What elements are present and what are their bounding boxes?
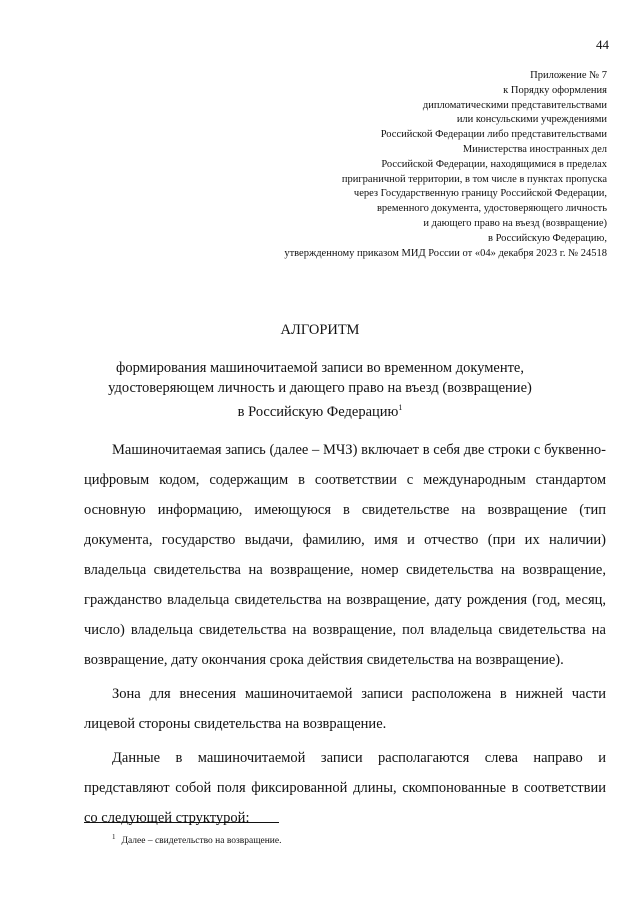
- subtitle-line-last: [60, 398, 580, 422]
- appendix-line: Министерства иностранных дел: [462, 143, 607, 155]
- appendix-line: или консульскими учреждениями: [456, 114, 607, 126]
- paragraph: Машиночитаемая запись (далее – МЧЗ) включает в себя две строки с буквенно-цифровым кодом, содержащим в соответствии с международным стандартом основную информацию, имеющуюся в свидетельстве на возвращение (тип документа, государство выдачи, фамилию, имя и отчество (при их наличии) владельца свидетельства на возвращение, номер свидетельства на возвращение, гражданство владельца свидетельства на возвращение, дату рождения (год, месяц, число) владельца свидетельства на возвращение, пол владельца свидетельства на возвращение, дату окончания срока действия свидетельства на возвращение).: [84, 442, 606, 668]
- footnote-number: 1: [112, 833, 116, 841]
- body-text: [84, 435, 606, 837]
- appendix-line: утвержденному приказом МИД России от «04» декабря 2023 г. № 24518: [284, 247, 607, 259]
- appendix-line: Российской Федерации либо представительствами: [380, 129, 607, 141]
- appendix-line: к Порядку оформления: [503, 84, 607, 96]
- subtitle-line-text: в Российскую Федерацию: [237, 403, 399, 420]
- appendix-line: Российской Федерации, находящимися в пределах: [381, 158, 607, 170]
- footnote-reference: 1: [398, 403, 403, 412]
- appendix-line: приграничной территории, в том числе в пунктах пропуска: [341, 173, 607, 185]
- appendix-line: через Государственную границу Российской Федерации,: [353, 188, 607, 200]
- paragraph: Данные в машиночитаемой записи располагаются слева направо и представляют собой поля фиксированной длины, скомпонованные в соответствии со следующей структурой:: [84, 750, 606, 826]
- document-title: АЛГОРИТМ: [280, 322, 360, 338]
- footnote-text: Далее – свидетельство на возвращение.: [121, 836, 282, 847]
- appendix-line: и дающего право на въезд (возвращение): [423, 217, 607, 229]
- appendix-header: [187, 69, 607, 261]
- paragraph: Зона для внесения машиночитаемой записи расположена в нижней части лицевой стороны свидетельства на возвращение.: [84, 686, 606, 732]
- subtitle-line: формирования машиночитаемой записи во временном документе,: [115, 360, 524, 376]
- page-number: 44: [596, 37, 609, 52]
- appendix-line: Приложение № 7: [530, 70, 607, 81]
- appendix-line: дипломатическими представительствами: [422, 99, 607, 111]
- subtitle-line: удостоверяющем личность и дающего право на въезд (возвращение): [108, 379, 532, 396]
- footnote: [112, 833, 282, 846]
- appendix-line: в Российскую Федерацию,: [487, 232, 607, 244]
- footnote-divider: [84, 822, 279, 823]
- document-subtitle: [60, 359, 580, 422]
- appendix-line: временного документа, удостоверяющего личность: [376, 203, 607, 215]
